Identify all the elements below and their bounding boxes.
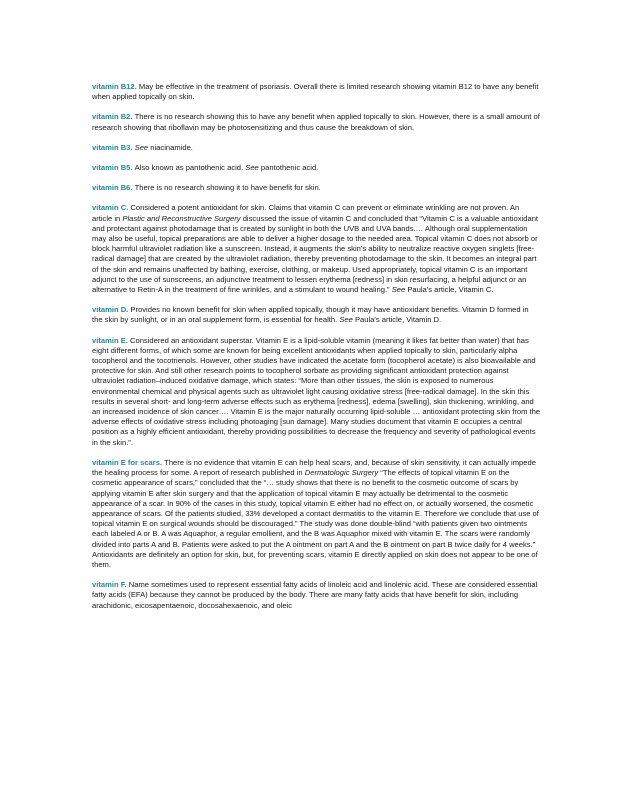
entry-text: niacinamide. [148,142,193,152]
entry-italic-text: See [134,142,149,152]
entry-term: vitamin F . [92,580,129,589]
entry-text: Paula's article, Vitamin C. [405,285,494,295]
glossary-entry [92,336,541,448]
glossary-entry [92,112,541,132]
entry-term: vitamin B3 . [92,143,135,152]
entry-text: Paula's article, Vitamin D. [352,315,442,325]
entry-text: Provides no known benefit for skin when applied topically, though it may have antioxidant benefits. Vitamin D formed in the skin by sunlight, or in an oral supplement form, is essential for health. [92,305,529,325]
glossary-entry [92,143,541,153]
entry-italic-text: Dermatologic Surgery [304,468,379,478]
glossary-entries [92,82,541,611]
entry-term: vitamin B12 . [92,82,139,91]
entry-text: There is no evidence that vitamin E can help heal scars, and, because of skin sensitivity, it can actually impede the healing process for some. A report of research published in [92,457,536,478]
glossary-entry [92,458,541,570]
entry-italic-text: See [391,285,406,295]
entry-italic-text: See [245,163,259,173]
entry-term: vitamin B5 . [92,163,135,172]
entry-text: pantothenic acid. [258,163,319,173]
entry-text: “The effects of topical vitamin E on the cosmetic appearance of scars,” concluded that the “… study shows that there is no benefit to the cosmetic outcome of scars by applying vitamin E after skin surgery and that the application of topical vitamin E may actually be detrimental to the cosmetic appearance of a scar. In 90% of the cases in this study, topical vitamin E either had no effect on, or actually worsened, the cosmetic appearance of scars. Of the patients studied, 33% developed a contact dermatitis to the vitamin E. Therefore we conclude that use of topical vitamin E on surgical wounds should be discouraged.” The study was done double-blind “with patients given two ointments each labeled A or B. A was Aquaphor, a regular emollient, and the B was Aquaphor mixed with vitamin E. The scars were randomly divided into parts A and B. Patients were asked to put the A ointment on part A and the B ointment on part B twice daily for 4 weeks.” Antioxidants are definitely an option for skin, but, for preventing scars, vitamin E directly applied on skin does not appear to be one of them. [92,468,539,569]
entry-text: Also known as pantothenic acid. [134,163,246,173]
entry-text: discussed the issue of vitamin C and concluded that “Vitamin C is a valuable antioxidant and protectant against photodamage that is created by sunlight in both the UVB and UVA bands.… Although oral supplementation may also be useful, topical preparations are able to deliver a higher dosage to the needed area. Topical vitamin C does not absorb or block harmful ultraviolet radiation like a sunscreen. Instead, it augments the skin's ability to neutralize reactive oxygen singlets [free-radical damage] that are created by the ultraviolet radiation, thereby preventing photodamage to the skin. It becomes an integral part of the skin and remains unaffected by bathing, exercise, clothing, or makeup. Used appropriately, topical vitamin C is an important adjunct to the use of sunscreens, an adjunctive treatment to lessen erythema [redness] in skin resurfacing, a helpful adjunct or an alternative to Retin-A in the treatment of fine wrinkles, and a stimulant to wound healing.” [92,213,539,295]
entry-term: vitamin E . [92,336,130,345]
glossary-entry [92,305,541,325]
entry-term: vitamin D . [92,305,130,314]
glossary-entry [92,580,541,611]
glossary-entry [92,163,541,173]
entry-text: There is no research showing this to have any benefit when applied topically to skin. However, there is a small amount of research showing that riboflavin may be photosensitizing and thus cause the breakdown of skin. [92,112,540,132]
entry-text: Considered a potent antioxidant for skin. Claims that vitamin C can prevent or eliminate wrinkling are not proven. An article in [92,203,520,223]
entry-term: vitamin C . [92,203,130,212]
entry-text: Considered an antioxidant superstar. Vitamin E is a lipid-soluble vitamin (meaning it likes fat better than water) that has eight different forms, of which some are known for being excellent antioxidants when applied topically to skin, particularly alpha tocopherol and the tocotrienols. However, other studies have indicated the acetate form (tocopherol acetate) is also bioavailable and protective for skin. And still other research points to tocopherol sorbate as providing significant antioxidant protection against ultraviolet radiation–induced oxidative damage, which states: “More than other tissues, the skin is exposed to numerous environmental chemical and physical agents such as ultraviolet light causing oxidative stress [free-radical damage]. In the skin this results in several short- and long-term adverse effects such as erythema [redness], edema [swelling], skin thickening, wrinkling, and an increased incidence of skin cancer…. Vitamin E is the major naturally occurring lipid-soluble … antioxidant protecting skin from the adverse effects of oxidative stress including photoaging [sun damage]. Many studies document that vitamin E occupies a central position as a highly efficient antioxidant, thereby providing possibilities to decrease the frequency and severity of pathological events in the skin.”. [92,335,541,447]
entry-term: vitamin E for scars . [92,458,164,467]
entry-italic-text: See [339,315,353,325]
entry-text: There is no research showing it to have benefit for skin. [134,183,321,193]
entry-term: vitamin B2 . [92,112,135,121]
glossary-entry [92,183,541,193]
entry-text: May be effective in the treatment of psoriasis. Overall there is limited research showing vitamin B12 to have any benefit when applied topically on skin. [92,82,539,102]
entry-term: vitamin B6 . [92,183,135,192]
entry-italic-text: Plastic and Reconstructive Surgery [122,213,241,223]
glossary-entry [92,203,541,295]
glossary-entry [92,82,541,102]
entry-text: Name sometimes used to represent essential fatty acids of linoleic acid and linolenic acid. These are considered essential fatty acids (EFA) because they cannot be produced by the body. There are many fatty acids that have benefit for skin, including arachidonic, eicosapentaenoic, docosahexaenoic, and oleic [92,580,538,610]
